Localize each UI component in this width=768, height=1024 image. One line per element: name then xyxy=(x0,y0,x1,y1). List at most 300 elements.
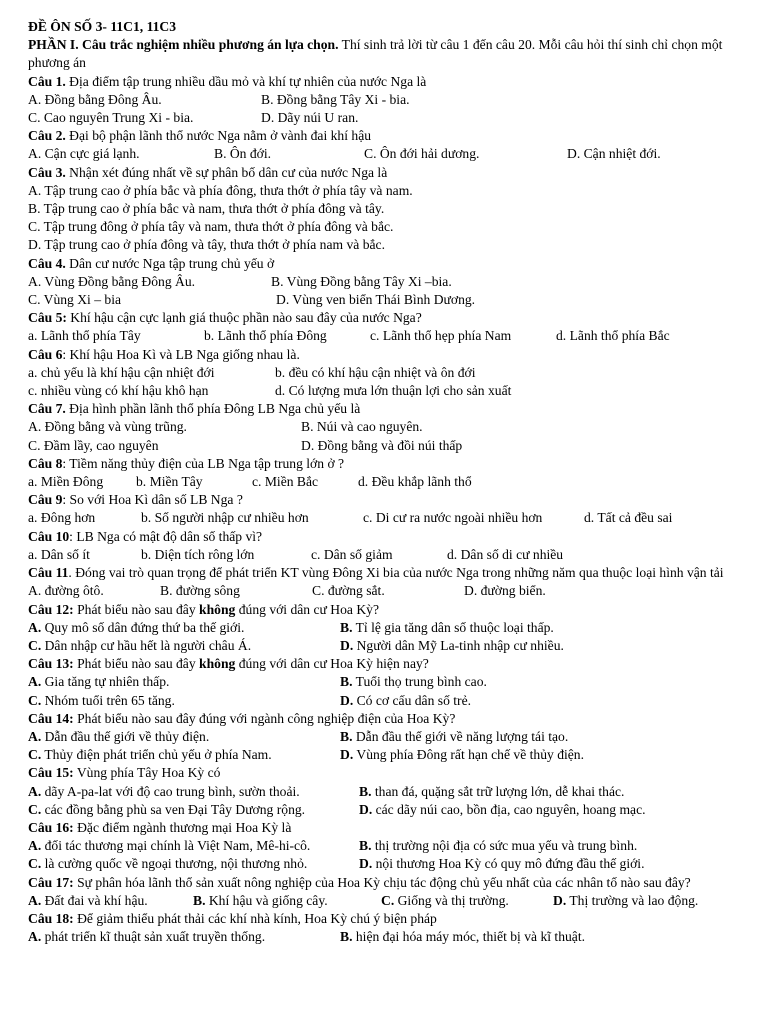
answer-option[interactable] xyxy=(136,473,252,491)
option-letter: d. xyxy=(556,328,567,344)
answer-option[interactable] xyxy=(553,892,698,910)
section-header xyxy=(28,36,750,72)
answer-option[interactable] xyxy=(363,509,584,527)
option-text: Tuổi thọ trung bình cao. xyxy=(352,674,487,690)
answer-option[interactable] xyxy=(28,364,275,382)
option-row xyxy=(28,637,750,655)
answer-option[interactable] xyxy=(28,200,384,218)
option-letter: D. xyxy=(567,146,581,162)
question-stem xyxy=(28,819,750,837)
option-text: Ôn đới. xyxy=(226,146,272,162)
question-stem xyxy=(28,455,750,473)
answer-option[interactable] xyxy=(28,218,393,236)
question-text-after: đúng với dân cư Hoa Kỳ? xyxy=(235,601,379,617)
option-text: Thị trường và lao động. xyxy=(566,892,699,908)
option-text: Dân số di cư nhiều xyxy=(457,546,564,562)
option-letter: B. xyxy=(340,929,353,945)
option-letter: A. xyxy=(28,838,42,854)
question-stem xyxy=(28,73,750,91)
option-row xyxy=(28,182,750,200)
option-letter: B. xyxy=(193,892,206,908)
option-text: thị trường nội địa có sức mua yếu và trung bình. xyxy=(371,838,638,854)
option-row xyxy=(28,728,750,746)
question-number: Câu 15: xyxy=(28,765,74,781)
question-stem xyxy=(28,346,750,364)
question-number: Câu 13: xyxy=(28,656,74,672)
option-letter: c. xyxy=(370,328,380,344)
answer-option[interactable] xyxy=(204,327,370,345)
question-stem xyxy=(28,255,750,273)
option-text: phát triển kĩ thuật sản xuất truyền thống. xyxy=(41,929,266,945)
answer-option[interactable] xyxy=(214,145,364,163)
option-letter: C. xyxy=(28,692,42,708)
question-stem xyxy=(28,528,750,546)
answer-option[interactable] xyxy=(160,582,312,600)
option-text: Giống và thị trường. xyxy=(394,892,509,908)
question-stem xyxy=(28,127,750,145)
option-letter: c. xyxy=(28,383,38,399)
option-row xyxy=(28,673,750,691)
question-text: Để giảm thiểu phát thải các khí nhà kính, Hoa Kỳ chú ý biện pháp xyxy=(73,910,437,926)
question-stem xyxy=(28,910,750,928)
answer-option[interactable] xyxy=(28,509,141,527)
question-number: Câu 14: xyxy=(28,710,74,726)
option-text: Thủy điện phát triển chủ yếu ở phía Nam. xyxy=(41,747,272,763)
option-text: Tập trung cao ở phía đông và tây, thưa thớt ở phía nam và bắc. xyxy=(41,237,385,253)
option-text: Dẫn đầu thế giới về thủy điện. xyxy=(41,728,210,744)
option-row xyxy=(28,236,750,254)
option-letter: A. xyxy=(28,419,42,435)
question-number: Câu 17: xyxy=(28,874,74,890)
option-text: Vùng Đồng bằng Tây Xi –bia. xyxy=(283,273,452,289)
option-letter: B. xyxy=(214,146,227,162)
question-text: Phát biểu nào sau đây xyxy=(73,601,200,617)
option-text: Khí hậu và giống cây. xyxy=(205,892,328,908)
option-row xyxy=(28,291,750,309)
option-text: Lãnh thổ hẹp phía Nam xyxy=(379,328,512,344)
answer-option[interactable] xyxy=(301,418,423,436)
option-letter: b. xyxy=(136,474,147,490)
answer-option[interactable] xyxy=(311,546,447,564)
answer-option[interactable] xyxy=(28,855,359,873)
option-row xyxy=(28,145,750,163)
question-stem xyxy=(28,564,750,582)
answer-option[interactable] xyxy=(28,236,385,254)
option-text: các đồng bằng phù sa ven Đại Tây Dương rộng. xyxy=(41,801,306,817)
option-text: Tập trung cao ở phía bắc và nam, thưa thớt ở phía đông và tây. xyxy=(40,201,385,217)
option-row xyxy=(28,746,750,764)
exam-document xyxy=(28,18,750,946)
answer-option[interactable] xyxy=(301,437,462,455)
answer-option[interactable] xyxy=(28,746,340,764)
question-text: Dân cư nước Nga tập trung chủ yếu ở xyxy=(65,255,275,271)
answer-option[interactable] xyxy=(340,619,554,637)
answer-option[interactable] xyxy=(340,928,585,946)
option-letter: D. xyxy=(301,437,315,453)
question-number: Câu 11 xyxy=(28,565,69,581)
option-text: nhiều vùng có khí hậu khô hạn xyxy=(37,383,209,399)
option-text: Có cơ cấu dân số trẻ. xyxy=(353,692,472,708)
option-row xyxy=(28,418,750,436)
option-text: Cận cực giá lạnh. xyxy=(41,146,140,162)
answer-option[interactable] xyxy=(28,327,204,345)
answer-option[interactable] xyxy=(340,692,471,710)
answer-option[interactable] xyxy=(28,109,261,127)
question-stem xyxy=(28,655,750,673)
question-stem xyxy=(28,491,750,509)
option-letter: A. xyxy=(28,783,42,799)
answer-option[interactable] xyxy=(28,801,359,819)
option-letter: C. xyxy=(28,856,42,872)
question-stem xyxy=(28,710,750,728)
option-text: Lãnh thổ phía Tây xyxy=(37,328,141,344)
option-text: Miền Tây xyxy=(146,474,203,490)
title-text: ĐỀ ÔN SỐ 3- 11C1, 11C3 xyxy=(28,19,177,34)
option-text: chủ yếu là khí hậu cận nhiệt đới xyxy=(37,364,215,380)
question-number: Câu 18: xyxy=(28,910,74,926)
answer-option[interactable] xyxy=(28,182,413,200)
option-text: đường sông xyxy=(172,583,240,599)
option-letter: C. xyxy=(28,219,41,235)
option-text: Ôn đới hải dương. xyxy=(376,146,480,162)
document-title xyxy=(28,18,750,36)
option-row xyxy=(28,692,750,710)
option-letter: C. xyxy=(28,110,41,126)
option-text: Tất cả đều sai xyxy=(594,510,673,526)
question-text: : LB Nga có mật độ dân số thấp vì? xyxy=(69,528,263,544)
question-stem xyxy=(28,164,750,182)
answer-option[interactable] xyxy=(28,437,301,455)
option-letter: a. xyxy=(28,364,38,380)
answer-option[interactable] xyxy=(261,109,358,127)
answer-option[interactable] xyxy=(28,783,359,801)
option-letter: A. xyxy=(28,273,42,289)
option-text: Miền Đông xyxy=(37,474,104,490)
answer-option[interactable] xyxy=(340,637,564,655)
answer-option[interactable] xyxy=(28,728,340,746)
answer-option[interactable] xyxy=(271,273,452,291)
answer-option[interactable] xyxy=(381,892,553,910)
answer-option[interactable] xyxy=(28,145,214,163)
question-text: Phát biểu nào sau đây xyxy=(73,656,200,672)
question-text: Đại bộ phận lãnh thổ nước Nga nằm ở vành đai khí hậu xyxy=(65,128,372,144)
option-letter: C. xyxy=(28,801,42,817)
answer-option[interactable] xyxy=(464,582,546,600)
answer-option[interactable] xyxy=(359,783,624,801)
answer-option[interactable] xyxy=(28,619,340,637)
option-letter: D. xyxy=(359,801,373,817)
question-text: : Tiềm năng thủy điện của LB Nga tập trung lớn ở ? xyxy=(62,455,345,471)
question-text: Khí hậu cận cực lạnh giá thuộc phần nào sau đây của nước Nga? xyxy=(66,310,422,326)
option-row xyxy=(28,437,750,455)
option-text: các dãy núi cao, bồn địa, cao nguyên, hoang mạc. xyxy=(372,801,646,817)
question-number: Câu 7. xyxy=(28,401,66,417)
option-letter: d. xyxy=(447,546,458,562)
question-stem xyxy=(28,400,750,418)
answer-option[interactable] xyxy=(28,273,271,291)
option-text: Dãy núi U ran. xyxy=(274,110,359,126)
question-number: Câu 8 xyxy=(28,455,63,471)
option-row xyxy=(28,364,750,382)
option-text: Người dân Mỹ La-tinh nhập cư nhiều. xyxy=(353,637,564,653)
option-row xyxy=(28,473,750,491)
answer-option[interactable] xyxy=(447,546,563,564)
option-letter: A. xyxy=(28,929,42,945)
option-text: Vùng Xi – bia xyxy=(40,292,122,308)
option-letter: a. xyxy=(28,474,38,490)
option-text: than đá, quặng sắt trữ lượng lớn, dễ khai thác. xyxy=(371,783,625,799)
option-letter: C. xyxy=(28,747,42,763)
option-row xyxy=(28,546,750,564)
answer-option[interactable] xyxy=(28,637,340,655)
option-letter: A. xyxy=(28,674,42,690)
answer-option[interactable] xyxy=(141,509,363,527)
question-text: Sự phân hóa lãnh thổ sản xuất nông nghiệp của Hoa Kỳ chịu tác động chủ yếu nhất của các nhân tố nào sau đây? xyxy=(73,874,691,890)
option-letter: C. xyxy=(28,637,42,653)
answer-option[interactable] xyxy=(28,546,141,564)
answer-option[interactable] xyxy=(359,855,644,873)
answer-option[interactable] xyxy=(193,892,381,910)
answer-option[interactable] xyxy=(567,145,661,163)
option-letter: A. xyxy=(28,892,42,908)
option-row xyxy=(28,382,750,400)
option-letter: B. xyxy=(340,619,353,635)
option-row xyxy=(28,509,750,527)
question-number: Câu 2. xyxy=(28,128,66,144)
answer-option[interactable] xyxy=(276,291,475,309)
question-stem xyxy=(28,874,750,892)
option-letter: B. xyxy=(271,273,284,289)
question-number: Câu 3. xyxy=(28,164,66,180)
option-row xyxy=(28,837,750,855)
answer-option[interactable] xyxy=(359,801,646,819)
option-text: dãy A-pa-lat với độ cao trung bình, sườn thoải. xyxy=(41,783,300,799)
answer-option[interactable] xyxy=(28,91,261,109)
answer-option[interactable] xyxy=(141,546,311,564)
option-letter: b. xyxy=(204,328,215,344)
option-text: Tập trung đông ở phía tây và nam, thưa thớt ở phía đông và bắc. xyxy=(40,219,394,235)
option-text: Cao nguyên Trung Xi - bia. xyxy=(40,110,194,126)
option-letter: a. xyxy=(28,546,38,562)
option-letter: D. xyxy=(553,892,567,908)
option-row xyxy=(28,218,750,236)
option-text: Dân số giảm xyxy=(320,546,393,562)
option-text: Đồng bằng và đồi núi thấp xyxy=(314,437,463,453)
option-letter: A. xyxy=(28,91,42,107)
option-text: Miền Bắc xyxy=(261,474,319,490)
option-letter: c. xyxy=(252,474,262,490)
option-text: đều có khí hậu cận nhiệt và ôn đới xyxy=(285,364,476,380)
question-text: Phát biểu nào sau đây đúng với ngành công nghiệp điện của Hoa Kỳ? xyxy=(73,710,456,726)
option-text: Vùng phía Đông rất hạn chế về thủy điện. xyxy=(353,747,585,763)
section-instruction: Thí sinh trả lời từ câu 1 đến câu 20. Mỗi câu hỏi thí sinh chỉ chọn một phương án xyxy=(28,37,723,71)
answer-option[interactable] xyxy=(340,746,584,764)
question-number: Câu 12: xyxy=(28,601,74,617)
option-row xyxy=(28,91,750,109)
question-text: Đặc điểm ngành thương mại Hoa Kỳ là xyxy=(73,819,292,835)
option-row xyxy=(28,327,750,345)
option-letter: C. xyxy=(312,583,325,599)
option-text: Tập trung cao ở phía bắc và phía đông, thưa thớt ở phía tây và nam. xyxy=(41,182,413,198)
question-text: Địa hình phần lãnh thổ phía Đông LB Nga chủ yếu là xyxy=(65,401,361,417)
question-text: : So với Hoa Kì dân số LB Nga ? xyxy=(62,492,243,508)
option-letter: A. xyxy=(28,728,42,744)
question-text: . Đóng vai trò quan trọng để phát triển KT vùng Đông Xi bia của nước Nga trong những năm qua thuộc loại hình vận tải xyxy=(68,565,724,581)
option-text: Đồng bằng và vùng trũng. xyxy=(41,419,187,435)
question-stem xyxy=(28,764,750,782)
option-letter: c. xyxy=(311,546,321,562)
section-heading: PHẦN I. Câu trắc nghiệm nhiều phương án lựa chọn. xyxy=(28,37,339,53)
option-letter: b. xyxy=(141,510,152,526)
option-text: Số người nhập cư nhiều hơn xyxy=(151,510,309,526)
option-letter: D. xyxy=(340,692,354,708)
option-letter: d. xyxy=(275,383,286,399)
option-letter: C. xyxy=(364,146,377,162)
option-letter: D. xyxy=(340,747,354,763)
answer-option[interactable] xyxy=(275,382,511,400)
answer-option[interactable] xyxy=(28,582,160,600)
answer-option[interactable] xyxy=(28,382,275,400)
option-row xyxy=(28,892,750,910)
question-list xyxy=(28,73,750,947)
option-letter: C. xyxy=(28,292,41,308)
option-letter: d. xyxy=(584,510,595,526)
option-row xyxy=(28,200,750,218)
question-number: Câu 5: xyxy=(28,310,67,326)
answer-option[interactable] xyxy=(370,327,556,345)
answer-option[interactable] xyxy=(275,364,475,382)
question-text: Nhận xét đúng nhất về sự phân bố dân cư của nước Nga là xyxy=(65,164,388,180)
option-text: Dẫn đầu thế giới về năng lượng tái tạo. xyxy=(352,728,569,744)
option-letter: D. xyxy=(464,583,478,599)
option-text: đối tác thương mại chính là Việt Nam, Mê-hi-cô. xyxy=(41,838,311,854)
option-text: Nhóm tuổi trên 65 tăng. xyxy=(41,692,175,708)
question-text: Địa điểm tập trung nhiều dầu mỏ và khí tự nhiên của nước Nga là xyxy=(65,73,427,89)
question-number: Câu 9 xyxy=(28,492,63,508)
option-row xyxy=(28,619,750,637)
question-stem xyxy=(28,309,750,327)
answer-option[interactable] xyxy=(312,582,464,600)
option-text: Di cư ra nước ngoài nhiều hơn xyxy=(372,510,543,526)
option-row xyxy=(28,801,750,819)
question-number: Câu 16: xyxy=(28,819,74,835)
option-letter: b. xyxy=(141,546,152,562)
option-letter: d. xyxy=(358,474,369,490)
option-letter: B. xyxy=(28,201,41,217)
option-text: Đầm lầy, cao nguyên xyxy=(40,437,159,453)
option-letter: D. xyxy=(359,856,373,872)
option-letter: a. xyxy=(28,328,38,344)
option-letter: B. xyxy=(261,91,274,107)
question-number: Câu 1. xyxy=(28,73,66,89)
option-row xyxy=(28,928,750,946)
question-text: : Khí hậu Hoa Kì và LB Nga giống nhau là. xyxy=(62,346,300,362)
option-letter: D. xyxy=(276,292,290,308)
option-row xyxy=(28,855,750,873)
answer-option[interactable] xyxy=(252,473,358,491)
option-text: nội thương Hoa Kỳ có quy mô đứng đầu thế giới. xyxy=(372,856,645,872)
answer-option[interactable] xyxy=(340,673,487,691)
option-letter: A. xyxy=(28,146,42,162)
option-text: Cận nhiệt đới. xyxy=(580,146,661,162)
option-text: Có lượng mưa lớn thuận lợi cho sản xuất xyxy=(285,383,512,399)
answer-option[interactable] xyxy=(340,728,568,746)
answer-option[interactable] xyxy=(28,291,276,309)
option-text: Núi và cao nguyên. xyxy=(313,419,423,435)
question-text-after: đúng với dân cư Hoa Kỳ hiện nay? xyxy=(235,656,429,672)
option-letter: D. xyxy=(261,110,275,126)
option-row xyxy=(28,273,750,291)
answer-option[interactable] xyxy=(28,837,359,855)
answer-option[interactable] xyxy=(359,837,637,855)
option-text: đường ôtô. xyxy=(41,583,104,599)
option-text: Đất đai và khí hậu. xyxy=(41,892,148,908)
option-letter: B. xyxy=(160,583,173,599)
option-text: Tỉ lệ gia tăng dân số thuộc loại thấp. xyxy=(352,619,554,635)
question-emphasis: không xyxy=(199,656,236,672)
option-text: Diện tích rông lớn xyxy=(151,546,255,562)
answer-option[interactable] xyxy=(28,692,340,710)
answer-option[interactable] xyxy=(28,673,340,691)
option-text: Đông hơn xyxy=(37,510,96,526)
answer-option[interactable] xyxy=(261,91,410,109)
question-number: Câu 6 xyxy=(28,346,63,362)
option-letter: A. xyxy=(28,619,42,635)
option-text: Gia tăng tự nhiên thấp. xyxy=(41,674,170,690)
option-text: là cường quốc về ngoại thương, nội thương nhỏ. xyxy=(41,856,308,872)
option-text: đường biển. xyxy=(477,583,546,599)
answer-option[interactable] xyxy=(28,418,301,436)
option-letter: b. xyxy=(275,364,286,380)
option-row xyxy=(28,783,750,801)
option-letter: D. xyxy=(28,237,42,253)
option-letter: c. xyxy=(363,510,373,526)
option-text: Quy mô số dân đứng thứ ba thế giới. xyxy=(41,619,245,635)
question-emphasis: không xyxy=(199,601,236,617)
answer-option[interactable] xyxy=(28,928,340,946)
answer-option[interactable] xyxy=(358,473,472,491)
option-text: Lãnh thổ phía Đông xyxy=(214,328,327,344)
option-text: Dân nhập cư hầu hết là người châu Á. xyxy=(41,637,252,653)
option-row xyxy=(28,582,750,600)
answer-option[interactable] xyxy=(556,327,670,345)
option-letter: A. xyxy=(28,583,42,599)
option-text: Đồng bằng Đông Âu. xyxy=(41,91,162,107)
option-letter: B. xyxy=(340,674,353,690)
option-letter: a. xyxy=(28,510,38,526)
question-number: Câu 10 xyxy=(28,528,70,544)
option-letter: B. xyxy=(359,783,372,799)
question-number: Câu 4. xyxy=(28,255,66,271)
option-letter: D. xyxy=(340,637,354,653)
option-text: Đều khắp lãnh thổ xyxy=(368,474,472,490)
option-letter: B. xyxy=(359,838,372,854)
option-letter: B. xyxy=(340,728,353,744)
answer-option[interactable] xyxy=(28,473,136,491)
option-text: Đồng bằng Tây Xi - bia. xyxy=(273,91,410,107)
answer-option[interactable] xyxy=(364,145,567,163)
answer-option[interactable] xyxy=(584,509,672,527)
option-text: đường sắt. xyxy=(324,583,385,599)
option-text: Vùng Đồng bằng Đông Âu. xyxy=(41,273,196,289)
option-letter: A. xyxy=(28,182,42,198)
question-stem xyxy=(28,601,750,619)
option-text: hiện đại hóa máy móc, thiết bị và kĩ thuật. xyxy=(352,929,586,945)
option-text: Vùng ven biển Thái Bình Dương. xyxy=(289,292,476,308)
option-row xyxy=(28,109,750,127)
answer-option[interactable] xyxy=(28,892,193,910)
option-text: Lãnh thổ phía Bắc xyxy=(566,328,670,344)
